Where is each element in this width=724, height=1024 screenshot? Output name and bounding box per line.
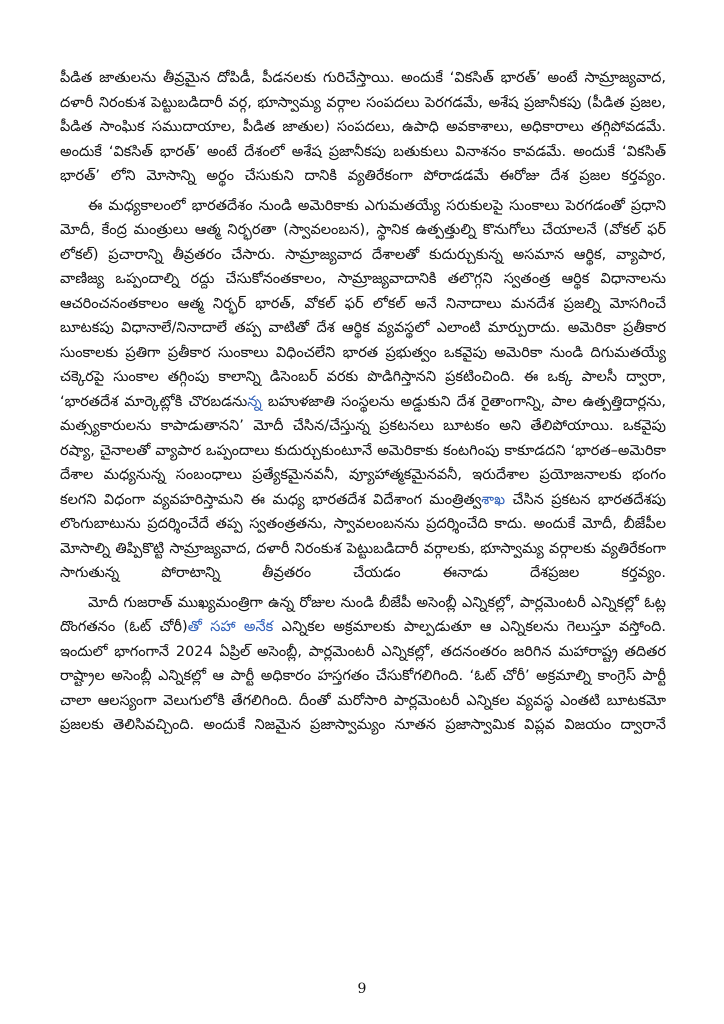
paragraph-1-text: పీడిత జాతులను తీవ్రమైన దోపిడీ, పీడనలకు గురిచేస్తాయి. అందుకే ‘వికసిత్ భారత్’ అంటే సామ్రాజ్యవాద, దళారీ నిరంకుశ పెట్టుబడిదారీ వర్గ, భూస్వామ్య వర్గాల సంపదలు పెరగడమే, అశేష ప్రజానీకపు (పీడిత ప్రజల, పీడిత సాంఘిక సముదాయాల, పీడిత జాతుల) సంపదలు, ఉపాధి అవకాశాలు, అధికారాలు తగ్గిపోవడమే. అందుకే ‘వికసిత్ భారత్’ అంటే దేశంలో అశేష ప్రజానీకపు బతుకులు వినాశనం కావడమే. అందుకే ‘వికసిత్ భారత్’ లోని మోసాన్ని అర్థం చేసుకుని దానికి వ్యతిరేకంగా పోరాడడమే ఈరోజు దేశ ప్రజల కర్తవ్యం. [60, 70, 666, 184]
page-number: 9 [357, 981, 367, 997]
highlighted-text: తో సహా అనేక [187, 619, 274, 635]
paragraph-3 [60, 591, 666, 738]
paragraph-2-text-a: ఈ మధ్యకాలంలో భారతదేశం నుండి అమెరికాకు ఎగుమతయ్యే సరుకులపై సుంకాలు పెరగడంతో ప్రధాని మోదీ, కేంద్ర మంత్రులు ఆత్మ నిర్భరతా (స్వావలంబన), స్థానిక ఉత్పత్తుల్ని కొనుగోలు చేయాలనే (వోకల్ ఫర్ లోకల్) ప్రచారాన్ని తీవ్రతరం చేసారు. సామ్రాజ్యవాద దేశాలతో కుదుర్చుకున్న అసమాన ఆర్థిక, వ్యాపార, వాణిజ్య ఒప్పందాల్ని రద్దు చేసుకోనంతకాలం, సామ్రాజ్యవాదానికి తలొగ్గని స్వతంత్ర ఆర్థిక విధానాలను ఆచరించనంతకాలం ఆత్మ నిర్భర్ భారత్, వోకల్ ఫర్ లోకల్ అనే నినాదాలు మనదేశ ప్రజల్ని మోసగించే బూటకపు విధానాలే/నినాదాలే తప్ప వాటితో దేశ ఆర్థిక వ్యవస్థలో ఎలాంటి మార్పురాదు. అమెరికా ప్రతీకార సుంకాలకు ప్రతిగా ప్రతీకార సుంకాలు విధించలేని భారత ప్రభుత్వం ఒకవైపు అమెరికా నుండి దిగుమతయ్యే చక్కెరపై సుంకాల తగ్గింపు కాలాన్ని డిసెంబర్ వరకు పొడిగిస్తానని ప్రకటించింది. ఈ ఒక్క పాలసీ ద్వారా, ‘భారతదేశ మార్కెట్లోకి చొరబడను [60, 197, 666, 410]
paragraph-3-text-a: మోదీ గుజరాత్ ముఖ్యమంత్రిగా ఉన్న రోజుల నుండి బీజేపీ అసెంబ్లీ ఎన్నికల్లో, పార్లమెంటరీ ఎన్నికల్లో ఓట్ల దొంగతనం (ఓట్ చోరీ) [60, 594, 666, 635]
paragraph-1 [60, 66, 666, 189]
paragraph-2-text-c: చేసిన ప్రకటన భారతదేశపు లొంగుబాటును ప్రదర్శించేదే తప్ప స్వతంత్రతను, స్వావలంబనను ప్రదర్శించేది కాదు. అందుకే మోదీ, బీజేపీల మోసాల్ని తిప్పికొట్టి సామ్రాజ్యవాద, దళారీ నిరంకుశ పెట్టుబడిదారీ వర్గాలకు, భూస్వామ్య వర్గాలకు వ్యతిరేకంగా సాగుతున్న పోరాటాన్ని తీవ్రతరం చేయడం ఈనాడు దేశప్రజల కర్తవ్యం. [60, 491, 666, 581]
paragraph-3-text-b: ఎన్నికల అక్రమాలకు పాల్పడుతూ ఆ ఎన్నికలను గెలుస్తూ వస్తోంది. ఇందులో భాగంగానే 2024 ఏప్రిల్ అసెంబ్లీ, పార్లమెంటరీ ఎన్నికల్లో, తదనంతరం జరిగిన మహారాష్ట్ర తదితర రాష్ట్రాల అసెంబ్లీ ఎన్నికల్లో ఆ పార్టీ అధికారం హస్తగతం చేసుకోగలిగింది. ‘ఓట్ చోరీ’ అక్రమాల్ని కాంగ్రెస్ పార్టీ చాలా ఆలస్యంగా వెలుగులోకి తేగలిగింది. దీంతో మరోసారి పార్లమెంటరీ ఎన్నికల వ్యవస్థ ఎంతటి బూటకమో ప్రజలకు తెలిసివచ్చింది. అందుకే నిజమైన ప్రజాస్వామ్యం నూతన ప్రజాస్వామిక విప్లవ విజయం ద్వారానే [60, 619, 666, 733]
paragraph-2 [60, 194, 666, 586]
highlighted-text: శాఖ [481, 491, 506, 508]
highlighted-text: న్న [247, 393, 262, 410]
paragraph-2-text-b: బహుళజాతి సంస్థలను అడ్డుకుని దేశ రైతాంగాన్ని, పాల ఉత్పత్తిదార్లను, మత్స్యకారులను కాపాడుతానని’ మోదీ చేసిన/చేస్తున్న ప్రకటనలు బూటకం అని తేలిపోయాయి. ఒకవైపు రష్యా, చైనాలతో వ్యాపార ఒప్పందాలు కుదుర్చుకుంటూనే అమెరికాకు కంటగింపు కాకూడదని ‘భారత–అమెరికా దేశాల మధ్యనున్న సంబంధాలు ప్రత్యేకమైనవనీ, వ్యూహాత్మకమైనవనీ, ఇరుదేశాల ప్రయోజనాలకు భంగం కలగని విధంగా వ్యవహరిస్తామని ఈ మధ్య భారతదేశ విదేశాంగ మంత్రిత్వ [60, 393, 666, 508]
